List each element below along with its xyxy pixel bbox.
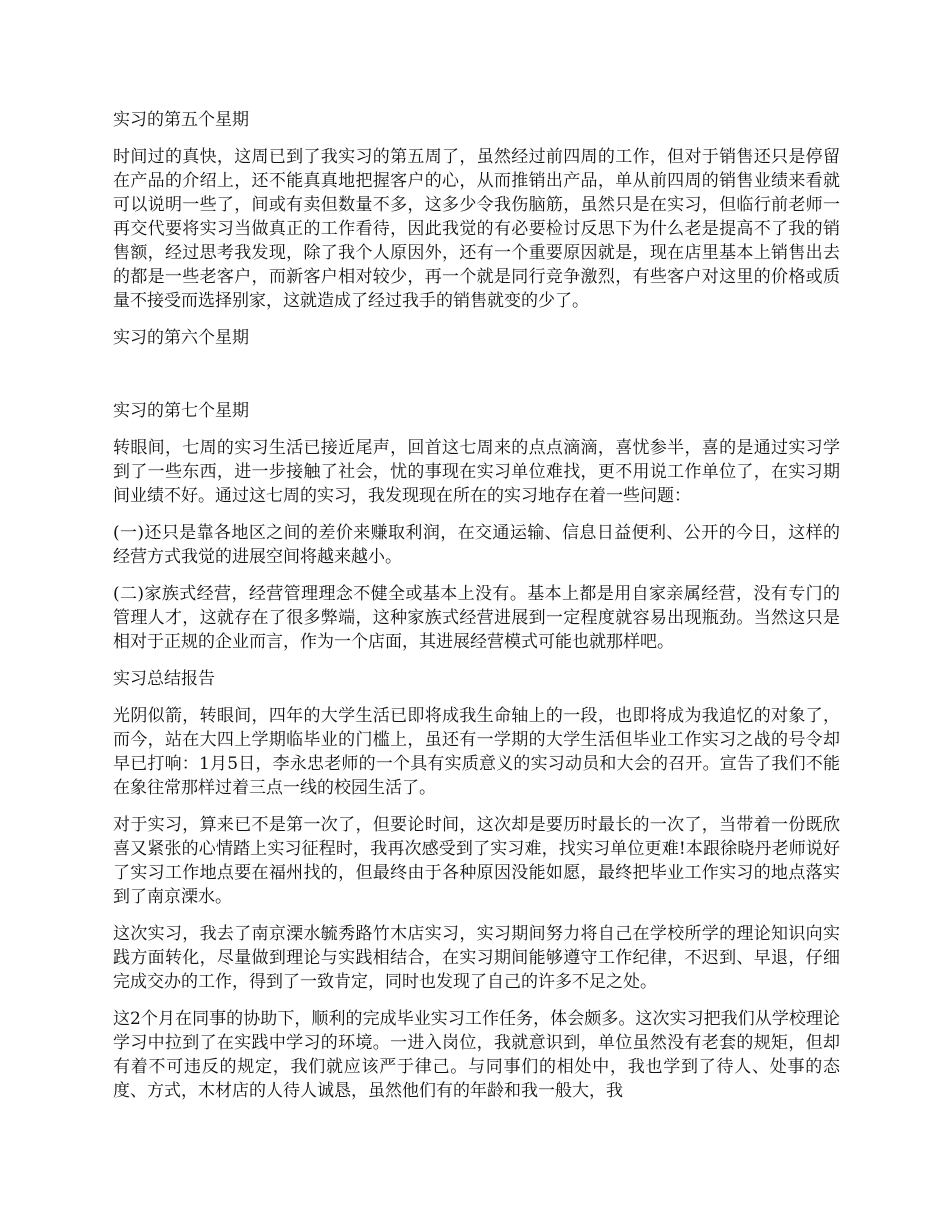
- week5-paragraph: 时间过的真快，这周已到了我实习的第五周了，虽然经过前四周的工作，但对于销售还只是停留在产品的介绍上，还不能真真地把握客户的心，从而推销出产品，单从前四周的销售业绩来看就可以说明一些了，间或有卖但数量不多，这多少令我伤脑筋，虽然只是在实习，但临行前老师一再交代要将实习当做真正的工作看待，因此我觉的有必要检讨反思下为什么老是提高不了我的销售额，经过思考我发现，除了我个人原因外，还有一个重要原因就是，现在店里基本上销售出去的都是一些老客户，而新客户相对较少，再一个就是同行竞争激烈，有些客户对这里的价格或质量不接受而选择别家，这就造成了经过我手的销售就变的少了。: [113, 147, 840, 311]
- document-page: [113, 108, 840, 1116]
- week6-heading: 实习的第六个星期: [113, 328, 249, 348]
- summary-paragraph-4: 这2个月在同事的协助下，顺利的完成毕业实习工作任务，体会颇多。这次实习把我们从学校理论学习中拉到了在实践中学习的环境。一进入岗位，我就意识到，单位虽然没有老套的规矩，但却有着不可违反的规定，我们就应该严于律己。与同事们的相处中，我也学到了待人、处事的态度、方式，木材店的人待人诚恳，虽然他们有的年龄和我一般大，我: [113, 1009, 840, 1101]
- week7-paragraph-1: 转眼间，七周的实习生活已接近尾声，回首这七周来的点点滴滴，喜忧参半，喜的是通过实习学到了一些东西，进一步接触了社会，忧的事现在实习单位难找，更不用说工作单位了，在实习期间业绩不好。通过这七周的实习，我发现现在所在的实习地存在着一些问题：: [113, 438, 840, 506]
- week7-heading: 实习的第七个星期: [113, 401, 249, 421]
- week5-heading: 实习的第五个星期: [113, 110, 249, 130]
- blank-space: [113, 363, 840, 399]
- summary-heading: 实习总结报告: [113, 669, 215, 689]
- summary-paragraph-1: 光阴似箭，转眼间，四年的大学生活已即将成我生命轴上的一段，也即将成为我追忆的对象了，而今，站在大四上学期临毕业的门槛上，虽还有一学期的大学生活但毕业工作实习之战的号令却早已打响：1月5日，李永忠老师的一个具有实质意义的实习动员和大会的召开。宣告了我们不能在象往常那样过着三点一线的校园生活了。: [113, 706, 840, 798]
- week7-paragraph-2: (一)还只是靠各地区之间的差价来赚取利润，在交通运输、信息日益便利、公开的今日，这样的经营方式我觉的进展空间将越来越小。: [113, 523, 840, 567]
- week7-paragraph-3: (二)家族式经营，经营管理理念不健全或基本上没有。基本上都是用自家亲属经营，没有专门的管理人才，这就存在了很多弊端，这种家族式经营进展到一定程度就容易出现瓶劲。当然这只是相对于正规的企业而言，作为一个店面，其进展经营模式可能也就那样吧。: [113, 584, 840, 652]
- summary-paragraph-2: 对于实习，算来已不是第一次了，但要论时间，这次却是要历时最长的一次了，当带着一份既欣喜又紧张的心情踏上实习征程时，我再次感受到了实习难，找实习单位更难!本跟徐晓丹老师说好了实习工作地点要在福州找的，但最终由于各种原因没能如愿，最终把毕业工作实习的地点落实到了南京溧水。: [113, 815, 840, 907]
- summary-paragraph-3: 这次实习，我去了南京溧水毓秀路竹木店实习，实习期间努力将自己在学校所学的理论知识向实践方面转化，尽量做到理论与实践相结合，在实习期间能够遵守工作纪律，不迟到、早退，仔细完成交办的工作，得到了一致肯定，同时也发现了自己的许多不足之处。: [113, 924, 840, 992]
